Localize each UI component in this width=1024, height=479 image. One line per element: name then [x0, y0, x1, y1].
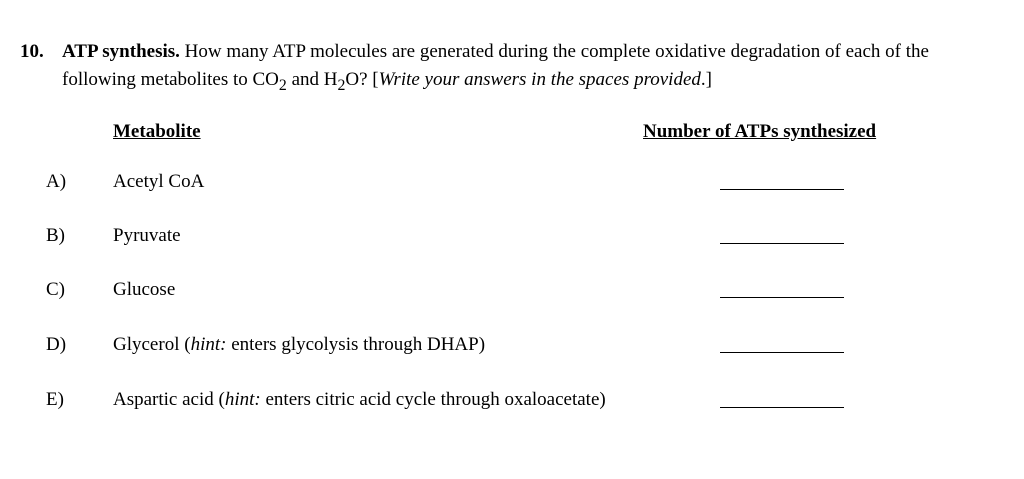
- item-name-text: Pyruvate: [113, 225, 181, 246]
- question-text-and: and H: [286, 69, 338, 90]
- item-name: [113, 333, 485, 357]
- answer-blank[interactable]: [720, 189, 844, 190]
- item-name-text: Glucose: [113, 279, 176, 300]
- answer-blank[interactable]: [720, 407, 844, 408]
- co2-subscript: 2: [278, 76, 287, 94]
- answer-blank[interactable]: [720, 297, 844, 298]
- item-hint-label: hint:: [190, 334, 227, 355]
- item-hint-text: enters citric acid cycle through oxaloacetate: [260, 389, 600, 410]
- item-name-text: Aspartic acid (: [113, 389, 225, 410]
- item-name: [113, 388, 606, 412]
- list-item: [0, 278, 1024, 306]
- atp-column-header: Number of ATPs synthesized: [643, 121, 877, 142]
- item-name: [113, 278, 175, 302]
- list-item: [0, 333, 1024, 361]
- question-number: 10.: [20, 41, 44, 62]
- item-letter: B): [46, 225, 65, 246]
- item-letter: A): [46, 171, 67, 192]
- item-hint-close: ): [599, 389, 606, 410]
- item-hint-close: ): [478, 334, 486, 355]
- list-item: [0, 224, 1024, 252]
- question-instruction: Write your answers in the spaces provided: [378, 69, 701, 90]
- item-name: [113, 170, 204, 194]
- question-body: [62, 38, 1000, 100]
- item-hint-label: hint:: [224, 389, 261, 410]
- list-item: [0, 170, 1024, 198]
- item-name-text: Glycerol (: [113, 334, 191, 355]
- item-letter: C): [46, 279, 65, 300]
- item-name: [113, 224, 181, 248]
- metabolite-column-header: Metabolite: [113, 121, 201, 142]
- question-text-end: .]: [700, 69, 712, 90]
- answer-blank[interactable]: [720, 352, 844, 353]
- h2o-subscript: 2: [337, 76, 346, 94]
- answer-blank[interactable]: [720, 243, 844, 244]
- question-text-before: How many ATP molecules are generated during the complete oxidative degradation of each of the following metabolites to CO: [62, 41, 929, 90]
- item-hint-text: enters glycolysis through DHAP: [226, 334, 479, 355]
- item-letter: D): [46, 334, 67, 355]
- item-name-text: Acetyl CoA: [113, 171, 205, 192]
- list-item: [0, 388, 1024, 416]
- question-title: ATP synthesis.: [62, 41, 180, 62]
- question: [20, 38, 1000, 100]
- question-text-o: O? [: [345, 69, 379, 90]
- item-letter: E): [46, 389, 64, 410]
